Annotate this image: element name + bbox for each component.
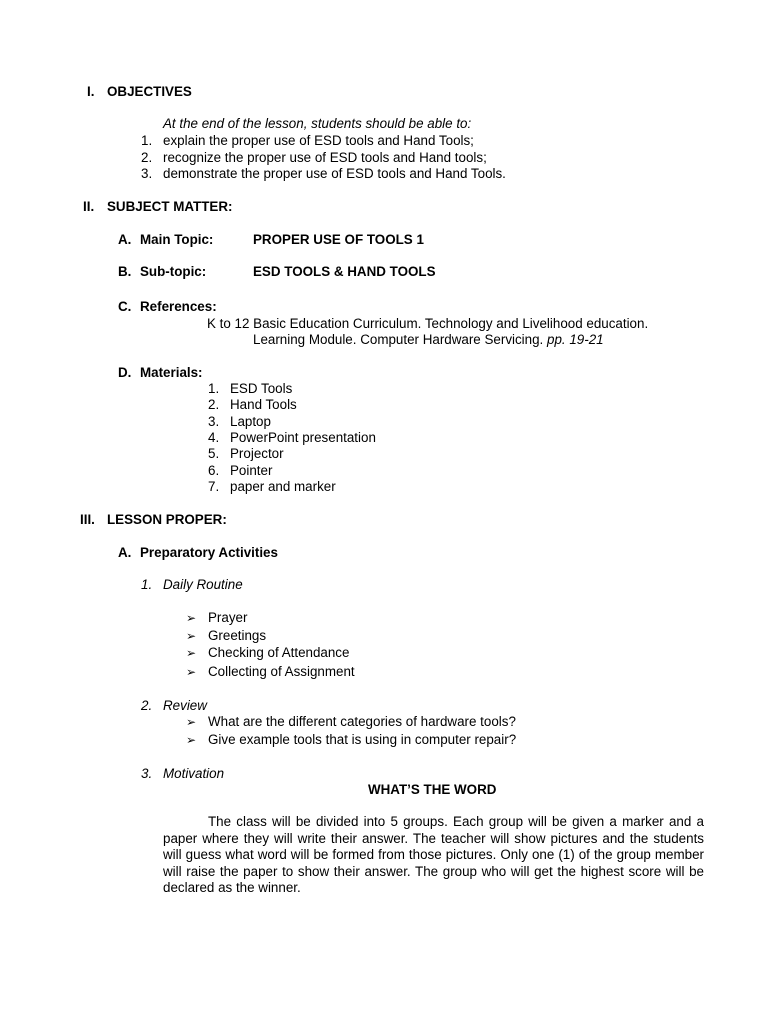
list-number: 1. — [141, 577, 153, 592]
sub-letter: A. — [118, 545, 132, 560]
section-number: II. — [83, 199, 95, 214]
section-heading-lesson-proper: LESSON PROPER: — [107, 512, 227, 527]
objective-item: demonstrate the proper use of ESD tools and Hand Tools. — [163, 166, 506, 181]
objective-item: explain the proper use of ESD tools and Hand Tools; — [163, 133, 474, 148]
main-topic-label: Main Topic: — [140, 232, 214, 247]
activity-paragraph: The class will be divided into 5 groups. Each group will be given a marker and a paper where they will write their answer. The teacher will show pictures and the students will guess what word will be formed from those pictures. Only one (1) of the group member will raise the paper to show their answer. The group who will get the highest score will be declared as the winner. — [163, 814, 704, 895]
objectives-intro: At the end of the lesson, students should be able to: — [163, 116, 472, 131]
section-number: III. — [80, 512, 95, 527]
preparatory-activities-label: Preparatory Activities — [140, 545, 278, 560]
motivation-label: Motivation — [163, 766, 225, 781]
list-number: 4. — [208, 430, 220, 445]
arrow-bullet-icon: ➢ — [186, 646, 197, 660]
references-label: References: — [140, 299, 217, 314]
objective-item: recognize the proper use of ESD tools and Hand tools; — [163, 150, 487, 165]
routine-item: Checking of Attendance — [208, 645, 350, 660]
material-item: Pointer — [230, 463, 273, 478]
sub-topic-label: Sub-topic: — [140, 264, 207, 279]
list-number: 5. — [208, 446, 220, 461]
reference-source: Learning Module. Computer Hardware Servicing. — [253, 332, 544, 347]
list-number: 3. — [141, 166, 153, 181]
activity-description — [163, 814, 704, 897]
arrow-bullet-icon: ➢ — [186, 611, 197, 625]
list-number: 2. — [208, 397, 220, 412]
list-number: 3. — [208, 414, 220, 429]
section-heading-subject-matter: SUBJECT MATTER: — [107, 199, 233, 214]
routine-item: Collecting of Assignment — [208, 664, 355, 679]
sub-letter: D. — [118, 365, 132, 380]
routine-item: Prayer — [208, 610, 248, 625]
routine-item: Greetings — [208, 628, 267, 643]
activity-title: WHAT’S THE WORD — [368, 782, 497, 797]
reference-line — [253, 332, 604, 348]
list-number: 3. — [141, 766, 153, 781]
list-number: 1. — [141, 133, 153, 148]
list-number: 6. — [208, 463, 220, 478]
materials-label: Materials: — [140, 365, 203, 380]
material-item: paper and marker — [230, 479, 336, 494]
section-number: I. — [87, 84, 95, 99]
arrow-bullet-icon: ➢ — [186, 665, 197, 679]
sub-letter: C. — [118, 299, 132, 314]
sub-letter: A. — [118, 232, 132, 247]
main-topic-value: PROPER USE OF TOOLS 1 — [253, 232, 424, 247]
list-number: 2. — [141, 698, 153, 713]
daily-routine-label: Daily Routine — [163, 577, 243, 592]
reference-pages: pp. 19-21 — [547, 332, 604, 347]
list-number: 7. — [208, 479, 220, 494]
arrow-bullet-icon: ➢ — [186, 733, 197, 747]
list-number: 1. — [208, 381, 220, 396]
material-item: Projector — [230, 446, 284, 461]
list-number: 2. — [141, 150, 153, 165]
sub-letter: B. — [118, 264, 132, 279]
review-item: Give example tools that is using in computer repair? — [208, 732, 517, 747]
arrow-bullet-icon: ➢ — [186, 629, 197, 643]
material-item: ESD Tools — [230, 381, 293, 396]
review-label: Review — [163, 698, 207, 713]
review-item: What are the different categories of hardware tools? — [208, 714, 516, 729]
arrow-bullet-icon: ➢ — [186, 715, 197, 729]
sub-topic-value: ESD TOOLS & HAND TOOLS — [253, 264, 436, 279]
material-item: Hand Tools — [230, 397, 297, 412]
material-item: PowerPoint presentation — [230, 430, 376, 445]
section-heading-objectives: OBJECTIVES — [107, 84, 192, 99]
material-item: Laptop — [230, 414, 271, 429]
reference-line: K to 12 Basic Education Curriculum. Technology and Livelihood education. — [207, 316, 649, 331]
